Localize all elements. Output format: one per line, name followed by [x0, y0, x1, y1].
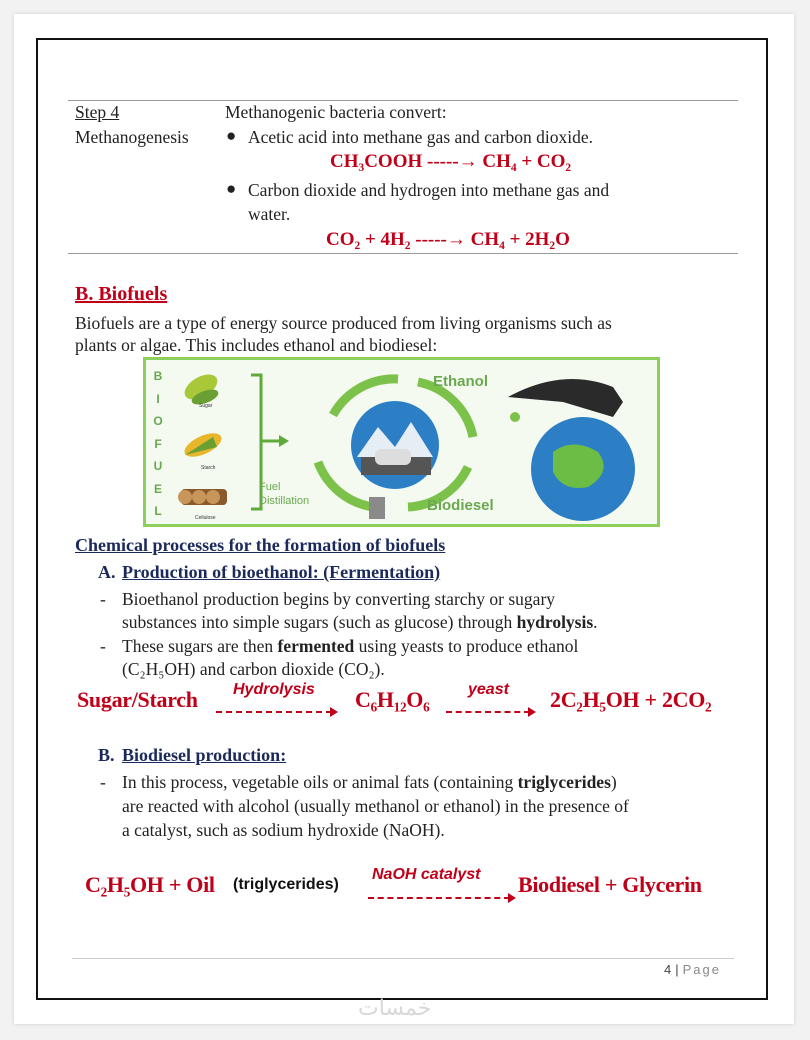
- text: .: [593, 612, 598, 632]
- eq3-arrow1-head: [330, 707, 338, 717]
- section-b-prefix: B.: [98, 745, 115, 765]
- equation-acetic: CH₃COOH -----→ CH₄ + CO₂: [330, 151, 572, 172]
- a-para2-line2: (C₂H₅OH) and carbon dioxide (CO₂).: [122, 659, 385, 679]
- biofuels-para-line1: Biofuels are a type of energy source produced from living organisms such as: [75, 313, 612, 333]
- eq3-arrow1-line: [216, 711, 332, 713]
- a-para2-line1: [122, 635, 578, 658]
- text: These sugars are then: [122, 636, 278, 656]
- section-b-heading: Biodiesel production:: [122, 745, 287, 765]
- letter: O: [153, 414, 163, 428]
- step-label: Step 4: [75, 102, 120, 122]
- letter: L: [154, 504, 162, 518]
- biofuels-para-line2: plants or algae. This includes ethanol and biodiesel:: [75, 335, 438, 355]
- letter: F: [154, 436, 162, 451]
- text: substances into simple sugars (such as glucose) through: [122, 612, 517, 632]
- a-para1-line1: Bioethanol production begins by converting starchy or sugary: [122, 589, 556, 609]
- a-para1-line2: [122, 611, 598, 634]
- footer-rule: [72, 958, 734, 959]
- dash-marker: -: [100, 589, 106, 609]
- b-para-line2: are reacted with alcohol (usually methanol or ethanol) in the presence of: [122, 796, 629, 816]
- eq3-arrow1-label: Hydrolysis: [233, 681, 315, 698]
- fermented-term: fermented: [277, 636, 355, 656]
- b-para-line3: a catalyst, such as sodium hydroxide (NaOH).: [122, 820, 445, 840]
- eq4-paren: (triglycerides): [233, 876, 339, 893]
- step-intro: Methanogenic bacteria convert:: [225, 102, 447, 122]
- section-a-prefix: A.: [98, 562, 116, 582]
- chem-heading: Chemical processes for the formation of biofuels: [75, 535, 446, 555]
- step-bullet2a: Carbon dioxide and hydrogen into methane gas and: [248, 180, 610, 200]
- eq3-mid: C₆H₁₂O₆: [355, 687, 430, 712]
- page-word: Page: [682, 962, 721, 977]
- page-number: 4: [664, 962, 672, 977]
- step-bullet1: Acetic acid into methane gas and carbon dioxide.: [248, 127, 594, 147]
- bullet-dot: ●: [226, 126, 237, 145]
- letter: B: [153, 369, 163, 383]
- logs-icon: [178, 489, 227, 505]
- ethanol-label: Ethanol: [433, 373, 488, 390]
- eq4-left: C₂H₅OH + Oil: [85, 872, 215, 897]
- hydrolysis-term: hydrolysis: [516, 612, 594, 632]
- watermark-logo: خمسات: [358, 996, 432, 1021]
- b-para-line1: [122, 771, 617, 794]
- eq4-arrow-line: [368, 897, 510, 899]
- letter: E: [153, 481, 162, 496]
- table-bottom-rule: [68, 253, 738, 254]
- step-name: Methanogenesis: [75, 127, 189, 147]
- fuel-label: Fuel: [259, 481, 281, 493]
- biofuel-illustration: [143, 357, 660, 527]
- city-globe-icon: [351, 401, 439, 489]
- dash-marker: -: [100, 772, 106, 792]
- dash-marker: -: [100, 636, 106, 656]
- eq3-arrow2-line: [446, 711, 530, 713]
- text: In this process, vegetable oils or animal fats (containing: [122, 772, 518, 792]
- crop-label-sugar: Sugar: [199, 403, 213, 409]
- bullet-dot: ●: [226, 179, 237, 198]
- eq3-arrow2-head: [528, 707, 536, 717]
- letter: I: [156, 391, 160, 406]
- eq3-right: 2C₂H₅OH + 2CO₂: [550, 687, 712, 712]
- page-footer: [664, 961, 721, 979]
- eq4-arrow-head: [508, 893, 516, 903]
- equation-co2: CO₂ + 4H₂ -----→ CH₄ + 2H₂O: [326, 229, 570, 250]
- section-a-heading: Production of bioethanol: (Fermentation): [122, 562, 441, 582]
- text: using yeasts to produce ethanol: [354, 636, 579, 656]
- crop-label-cellulose: Cellulose: [195, 515, 216, 521]
- biodiesel-label: Biodiesel: [427, 497, 494, 514]
- biofuels-heading: B. Biofuels: [75, 283, 168, 305]
- crop-label-starch: Starch: [201, 465, 216, 471]
- letter: U: [153, 459, 163, 473]
- eq3-arrow2-label: yeast: [468, 681, 509, 698]
- eq3-left: Sugar/Starch: [77, 687, 198, 712]
- fuel-pump-icon: [369, 497, 385, 519]
- biofuel-vertical-letters: [151, 365, 165, 523]
- step-bullet2b: water.: [248, 204, 291, 224]
- eq4-right: Biodiesel + Glycerin: [518, 872, 702, 897]
- eq4-arrow-label: NaOH catalyst: [372, 866, 481, 883]
- text: ): [610, 772, 617, 792]
- distillation-label: Distillation: [259, 495, 310, 507]
- triglycerides-term: triglycerides: [517, 772, 611, 792]
- page-separator: |: [675, 962, 679, 977]
- biofuel-cycle-figure: [143, 357, 660, 527]
